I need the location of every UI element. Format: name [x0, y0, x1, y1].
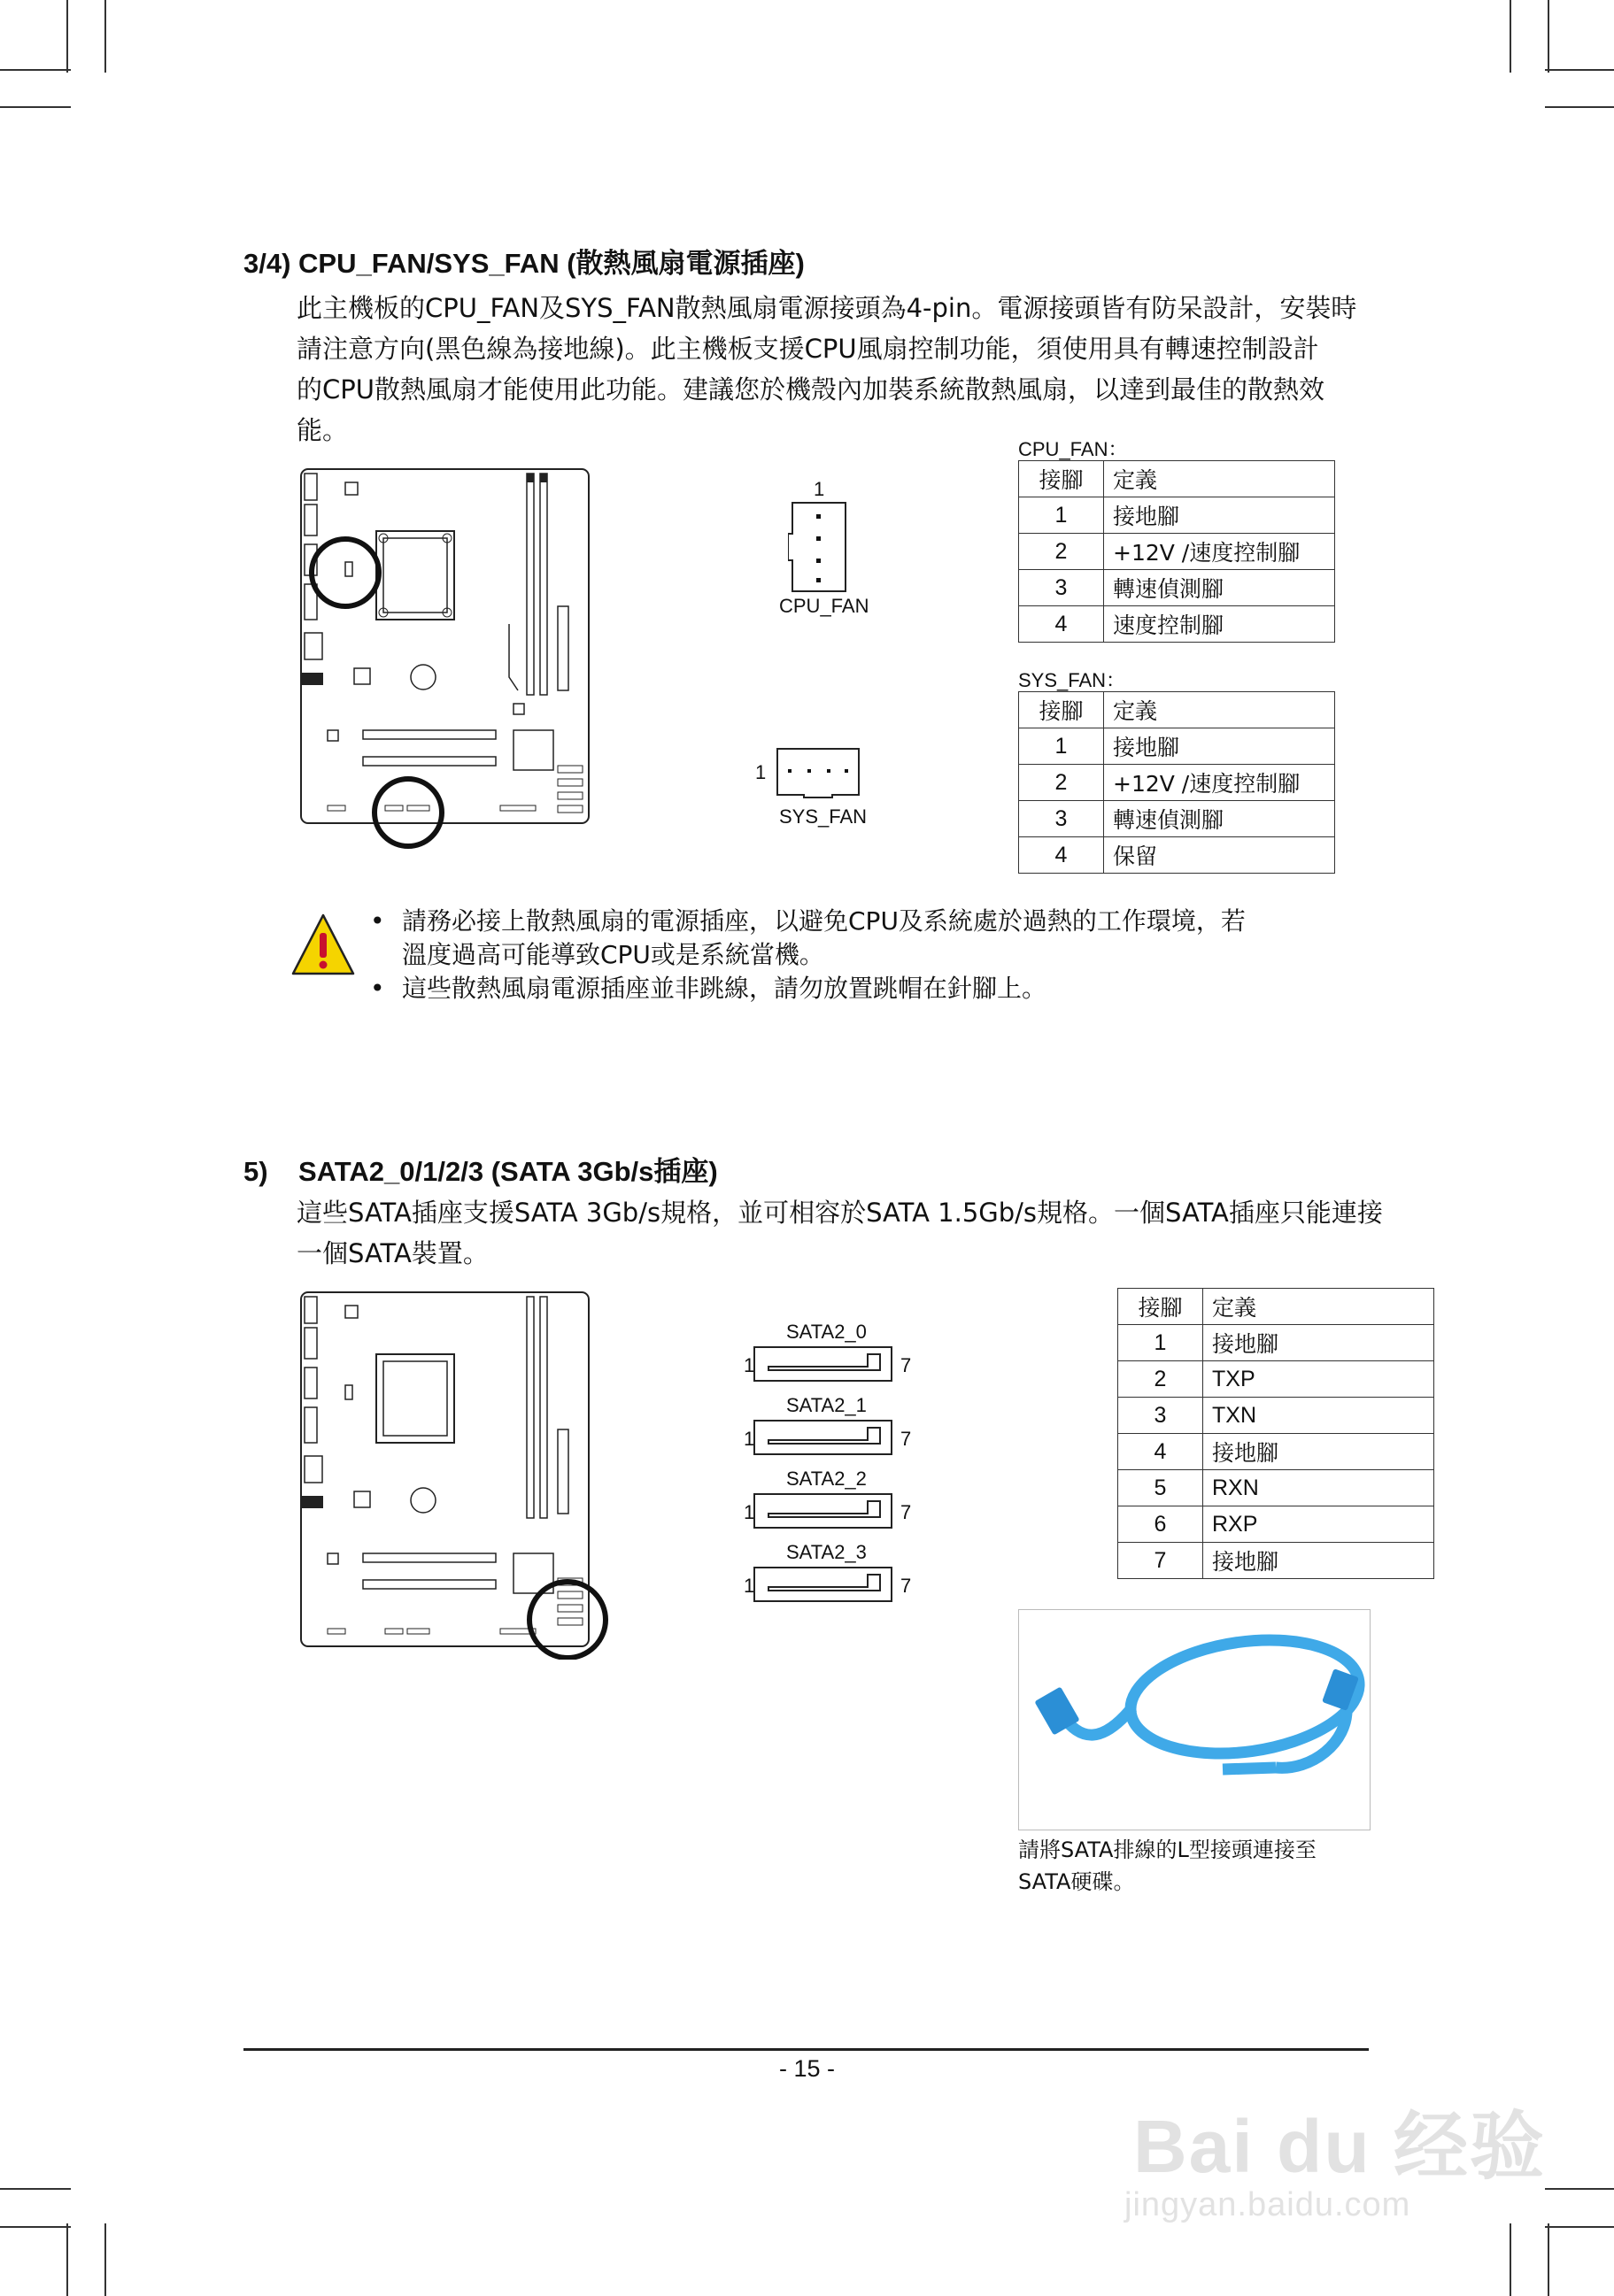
- footer-rule: [243, 2048, 1369, 2051]
- table-header-cell: 定義: [1104, 461, 1335, 497]
- table-header-cell: 接腳: [1019, 692, 1104, 728]
- table-cell: 1: [1019, 728, 1104, 765]
- sata-cable-caption: [1018, 1834, 1317, 1898]
- table-cell: 接地腳: [1104, 728, 1335, 765]
- table-cell: 1: [1118, 1325, 1203, 1361]
- sata-section-title: 5) SATA2_0/1/2/3 (SATA 3Gb/s插座): [243, 1156, 718, 1187]
- table-cell: 2: [1019, 534, 1104, 570]
- table-cell: 7: [1118, 1543, 1203, 1579]
- sata-left-pin-label: 1: [744, 1354, 755, 1376]
- table-row: [1118, 1470, 1434, 1506]
- cpu-fan-connector: [788, 498, 850, 596]
- motherboard-diagram-sata: [292, 1288, 620, 1660]
- sata-connector-label: SATA2_1: [786, 1394, 867, 1416]
- table-row: [1019, 534, 1335, 570]
- sata-right-pin-label: 7: [900, 1501, 912, 1523]
- table-cell: RXP: [1203, 1506, 1434, 1543]
- table-cell: 接地腳: [1104, 497, 1335, 534]
- table-row: [1019, 765, 1335, 801]
- paragraph-line: 這些SATA插座支援SATA 3Gb/s規格，並可相容於SATA 1.5Gb/s規格。一個SATA插座只能連接: [297, 1198, 1383, 1228]
- page-number: - 15 -: [778, 2055, 836, 2082]
- sys-fan-pin1-label: 1: [755, 761, 767, 783]
- table-row: [1019, 497, 1335, 534]
- table-cell: TXN: [1203, 1398, 1434, 1434]
- sata-connector-label: SATA2_2: [786, 1468, 867, 1490]
- sata-connector-icon: [753, 1566, 894, 1603]
- table-row: [1118, 1325, 1434, 1361]
- watermark-logo: Bai du 经验: [1133, 2105, 1547, 2188]
- table-cell: 3: [1019, 570, 1104, 606]
- table-cell: 5: [1118, 1470, 1203, 1506]
- table-cell: 2: [1019, 765, 1104, 801]
- warning-item-line: 這些散熱風扇電源插座並非跳線，請勿放置跳帽在針腳上。: [402, 974, 1047, 1003]
- table-cell: 4: [1019, 837, 1104, 874]
- table-row: [1118, 1434, 1434, 1470]
- table-row: [1019, 728, 1335, 765]
- warning-icon: [290, 912, 356, 979]
- sata-left-pin-label: 1: [744, 1428, 755, 1450]
- table-row: [1019, 801, 1335, 837]
- table-row: [1118, 1398, 1434, 1434]
- table-cell: 6: [1118, 1506, 1203, 1543]
- cpu-fan-label: CPU_FAN: [779, 595, 869, 617]
- sata-connector-icon: [753, 1492, 894, 1529]
- table-header-row: [1019, 461, 1335, 497]
- paragraph-line: 的CPU散熱風扇才能使用此功能。建議您於機殼內加裝系統散熱風扇，以達到最佳的散熱效: [297, 374, 1324, 404]
- table-cell: RXN: [1203, 1470, 1434, 1506]
- sys-fan-label: SYS_FAN: [779, 805, 868, 828]
- table-row: [1019, 837, 1335, 874]
- fan-section-title: 3/4) CPU_FAN/SYS_FAN (散熱風扇電源插座): [243, 248, 805, 279]
- warning-list: • 請務必接上散熱風扇的電源插座，以避免CPU及系統處於過熱的工作環境，若 溫度過高可能導致CPU或是系統當機。 • 這些散熱風扇電源插座並非跳線，請勿放置跳帽在針腳上。: [370, 905, 1246, 1005]
- table-cell: 接地腳: [1203, 1434, 1434, 1470]
- table-row: [1118, 1361, 1434, 1398]
- table-cell: 1: [1019, 497, 1104, 534]
- table-header-cell: 定義: [1203, 1289, 1434, 1325]
- warning-item-line: 請務必接上散熱風扇的電源插座，以避免CPU及系統處於過熱的工作環境，若: [402, 906, 1246, 936]
- table-cell: 接地腳: [1203, 1543, 1434, 1579]
- table-cell: 保留: [1104, 837, 1335, 874]
- sata-pin-table: [1117, 1288, 1434, 1579]
- sata-connector-icon: [753, 1419, 894, 1456]
- sata-left-pin-label: 1: [744, 1501, 755, 1523]
- cpu-fan-table-caption: CPU_FAN：: [1018, 438, 1128, 460]
- table-cell: 3: [1019, 801, 1104, 837]
- sata-cable-photo: [1018, 1609, 1371, 1830]
- cpu-fan-pin1-label: 1: [814, 478, 825, 500]
- table-row: [1019, 606, 1335, 643]
- motherboard-diagram-fan: [292, 465, 620, 854]
- sata-cable-icon: [1019, 1610, 1370, 1830]
- warning-item-line: 溫度過高可能導致CPU或是系統當機。: [402, 940, 824, 969]
- table-header-row: [1019, 692, 1335, 728]
- table-header-cell: 定義: [1104, 692, 1335, 728]
- sata-right-pin-label: 7: [900, 1575, 912, 1597]
- table-header-row: [1118, 1289, 1434, 1325]
- table-cell: 3: [1118, 1398, 1203, 1434]
- sata-section-paragraph: [297, 1192, 1383, 1274]
- paragraph-line: 能。: [297, 415, 349, 445]
- table-cell: 2: [1118, 1361, 1203, 1398]
- table-header-cell: 接腳: [1019, 461, 1104, 497]
- table-cell: 速度控制腳: [1104, 606, 1335, 643]
- sata-right-pin-label: 7: [900, 1354, 912, 1376]
- table-cell: 接地腳: [1203, 1325, 1434, 1361]
- sata-connector-icon: [753, 1345, 894, 1383]
- caption-line: 請將SATA排線的L型接頭連接至: [1018, 1838, 1317, 1862]
- watermark-url: jingyan.baidu.com: [1124, 2186, 1411, 2223]
- table-cell: +12V /速度控制腳: [1104, 534, 1335, 570]
- table-cell: TXP: [1203, 1361, 1434, 1398]
- sata-left-pin-label: 1: [744, 1575, 755, 1597]
- paragraph-line: 一個SATA裝置。: [297, 1238, 489, 1268]
- table-row: [1019, 570, 1335, 606]
- sys-fan-pin-table: [1018, 691, 1335, 874]
- table-cell: 轉速偵測腳: [1104, 570, 1335, 606]
- sata-connector-label: SATA2_0: [786, 1321, 867, 1343]
- sys-fan-table-caption: SYS_FAN：: [1018, 669, 1126, 691]
- caption-line: SATA硬碟。: [1018, 1869, 1135, 1894]
- table-row: [1118, 1506, 1434, 1543]
- sata-right-pin-label: 7: [900, 1428, 912, 1450]
- table-header-cell: 接腳: [1118, 1289, 1203, 1325]
- table-cell: +12V /速度控制腳: [1104, 765, 1335, 801]
- cpu-fan-pin-table: [1018, 460, 1335, 643]
- sata-connector-label: SATA2_3: [786, 1541, 867, 1563]
- fan-section-paragraph: [297, 288, 1356, 451]
- sys-fan-connector: [775, 746, 863, 799]
- paragraph-line: 此主機板的CPU_FAN及SYS_FAN散熱風扇電源接頭為4-pin。電源接頭皆有防呆設計，安裝時: [297, 293, 1357, 323]
- table-cell: 轉速偵測腳: [1104, 801, 1335, 837]
- paragraph-line: 請注意方向(黑色線為接地線)。此主機板支援CPU風扇控制功能，須使用具有轉速控制設計: [297, 334, 1319, 364]
- table-row: [1118, 1543, 1434, 1579]
- table-cell: 4: [1118, 1434, 1203, 1470]
- table-cell: 4: [1019, 606, 1104, 643]
